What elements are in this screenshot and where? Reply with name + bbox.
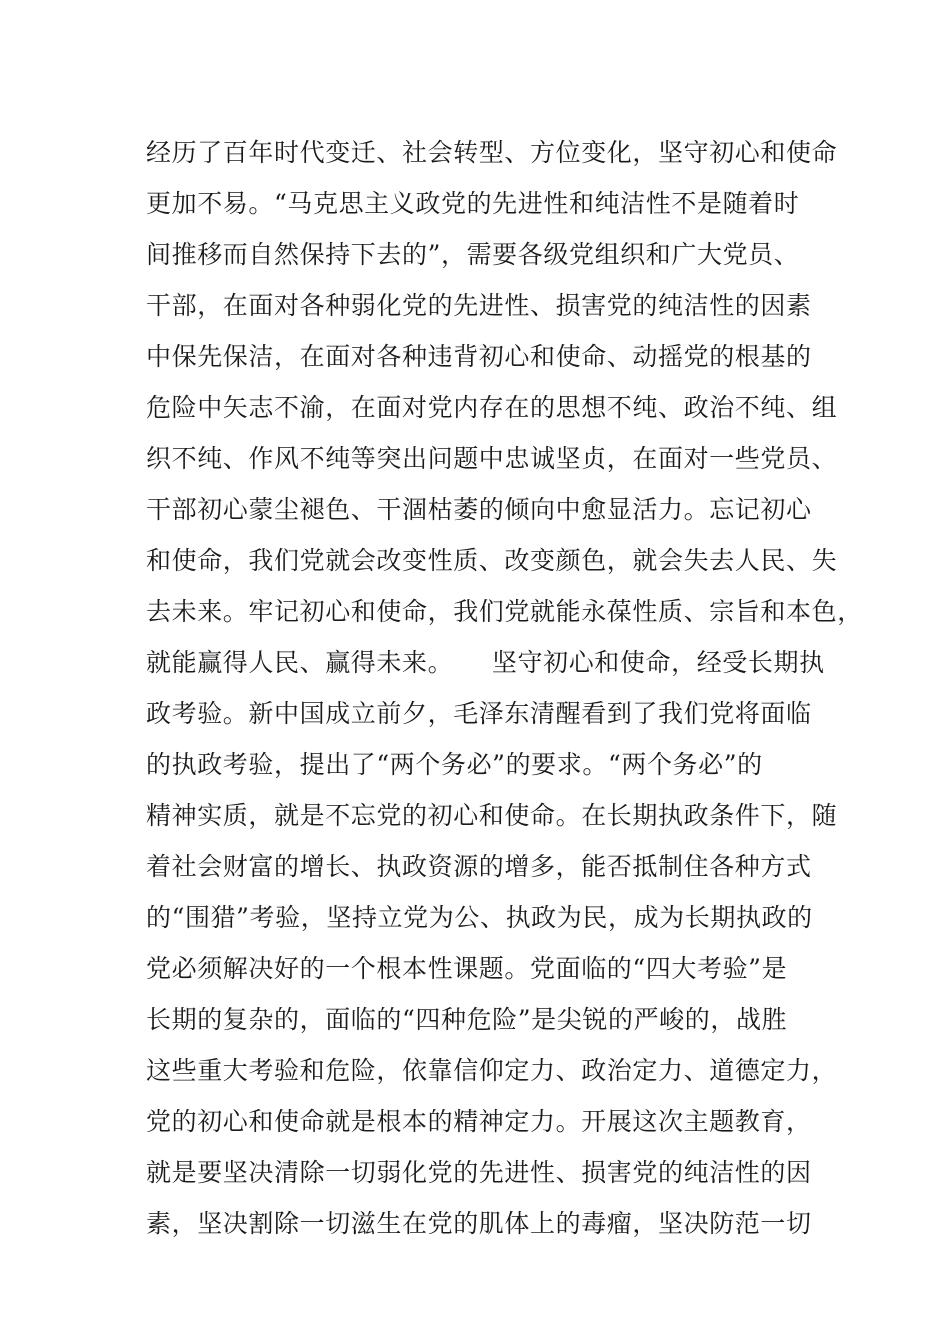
text-line: 着社会财富的增长、执政资源的增多，能否抵制住各种方式 xyxy=(146,852,812,881)
text-line: 党的初心和使命就是根本的精神定力。开展这次主题教育， xyxy=(146,1107,812,1136)
text-line: 中保先保洁，在面对各种违背初心和使命、动摇党的根基的 xyxy=(146,342,812,371)
text-line: 危险中矢志不渝，在面对党内存在的思想不纯、政治不纯、组 xyxy=(146,393,838,422)
text-line: 去未来。牢记初心和使命，我们党就能永葆性质、宗旨和本色， xyxy=(146,597,863,626)
text-line: 经历了百年时代变迁、社会转型、方位变化，坚守初心和使命 xyxy=(146,138,838,167)
text-line: 精神实质，就是不忘党的初心和使命。在长期执政条件下，随 xyxy=(146,801,838,830)
text-line: 的“围猎”考验，坚持立党为公、执政为民，成为长期执政的 xyxy=(146,903,813,932)
text-line: 间推移而自然保持下去的”，需要各级党组织和广大党员、 xyxy=(146,240,800,269)
text-line: 和使命，我们党就会改变性质、改变颜色，就会失去人民、失 xyxy=(146,546,838,575)
text-line: 就是要坚决清除一切弱化党的先进性、损害党的纯洁性的因 xyxy=(146,1158,812,1187)
text-line: 这些重大考验和危险，依靠信仰定力、政治定力、道德定力， xyxy=(146,1056,838,1085)
body-text xyxy=(146,127,863,1249)
text-line: 素，坚决割除一切滋生在党的肌体上的毒瘤，坚决防范一切 xyxy=(146,1209,812,1238)
text-line: 长期的复杂的，面临的“四种危险”是尖锐的严峻的，战胜 xyxy=(146,1005,788,1034)
text-line: 政考验。新中国成立前夕，毛泽东清醒看到了我们党将面临 xyxy=(146,699,812,728)
text-line: 更加不易。“马克思主义政党的先进性和纯洁性不是随着时 xyxy=(146,189,800,218)
text-line: 就能赢得人民、赢得未来。 坚守初心和使命，经受长期执 xyxy=(146,648,825,677)
text-line: 织不纯、作风不纯等突出问题中忠诚坚贞，在面对一些党员、 xyxy=(146,444,838,473)
text-line: 干部，在面对各种弱化党的先进性、损害党的纯洁性的因素 xyxy=(146,291,812,320)
text-line: 党必须解决好的一个根本性课题。党面临的“四大考验”是 xyxy=(146,954,788,983)
text-line: 干部初心蒙尘褪色、干涸枯萎的倾向中愈显活力。忘记初心 xyxy=(146,495,812,524)
text-line: 的执政考验，提出了“两个务必”的要求。“两个务必”的 xyxy=(146,750,763,779)
